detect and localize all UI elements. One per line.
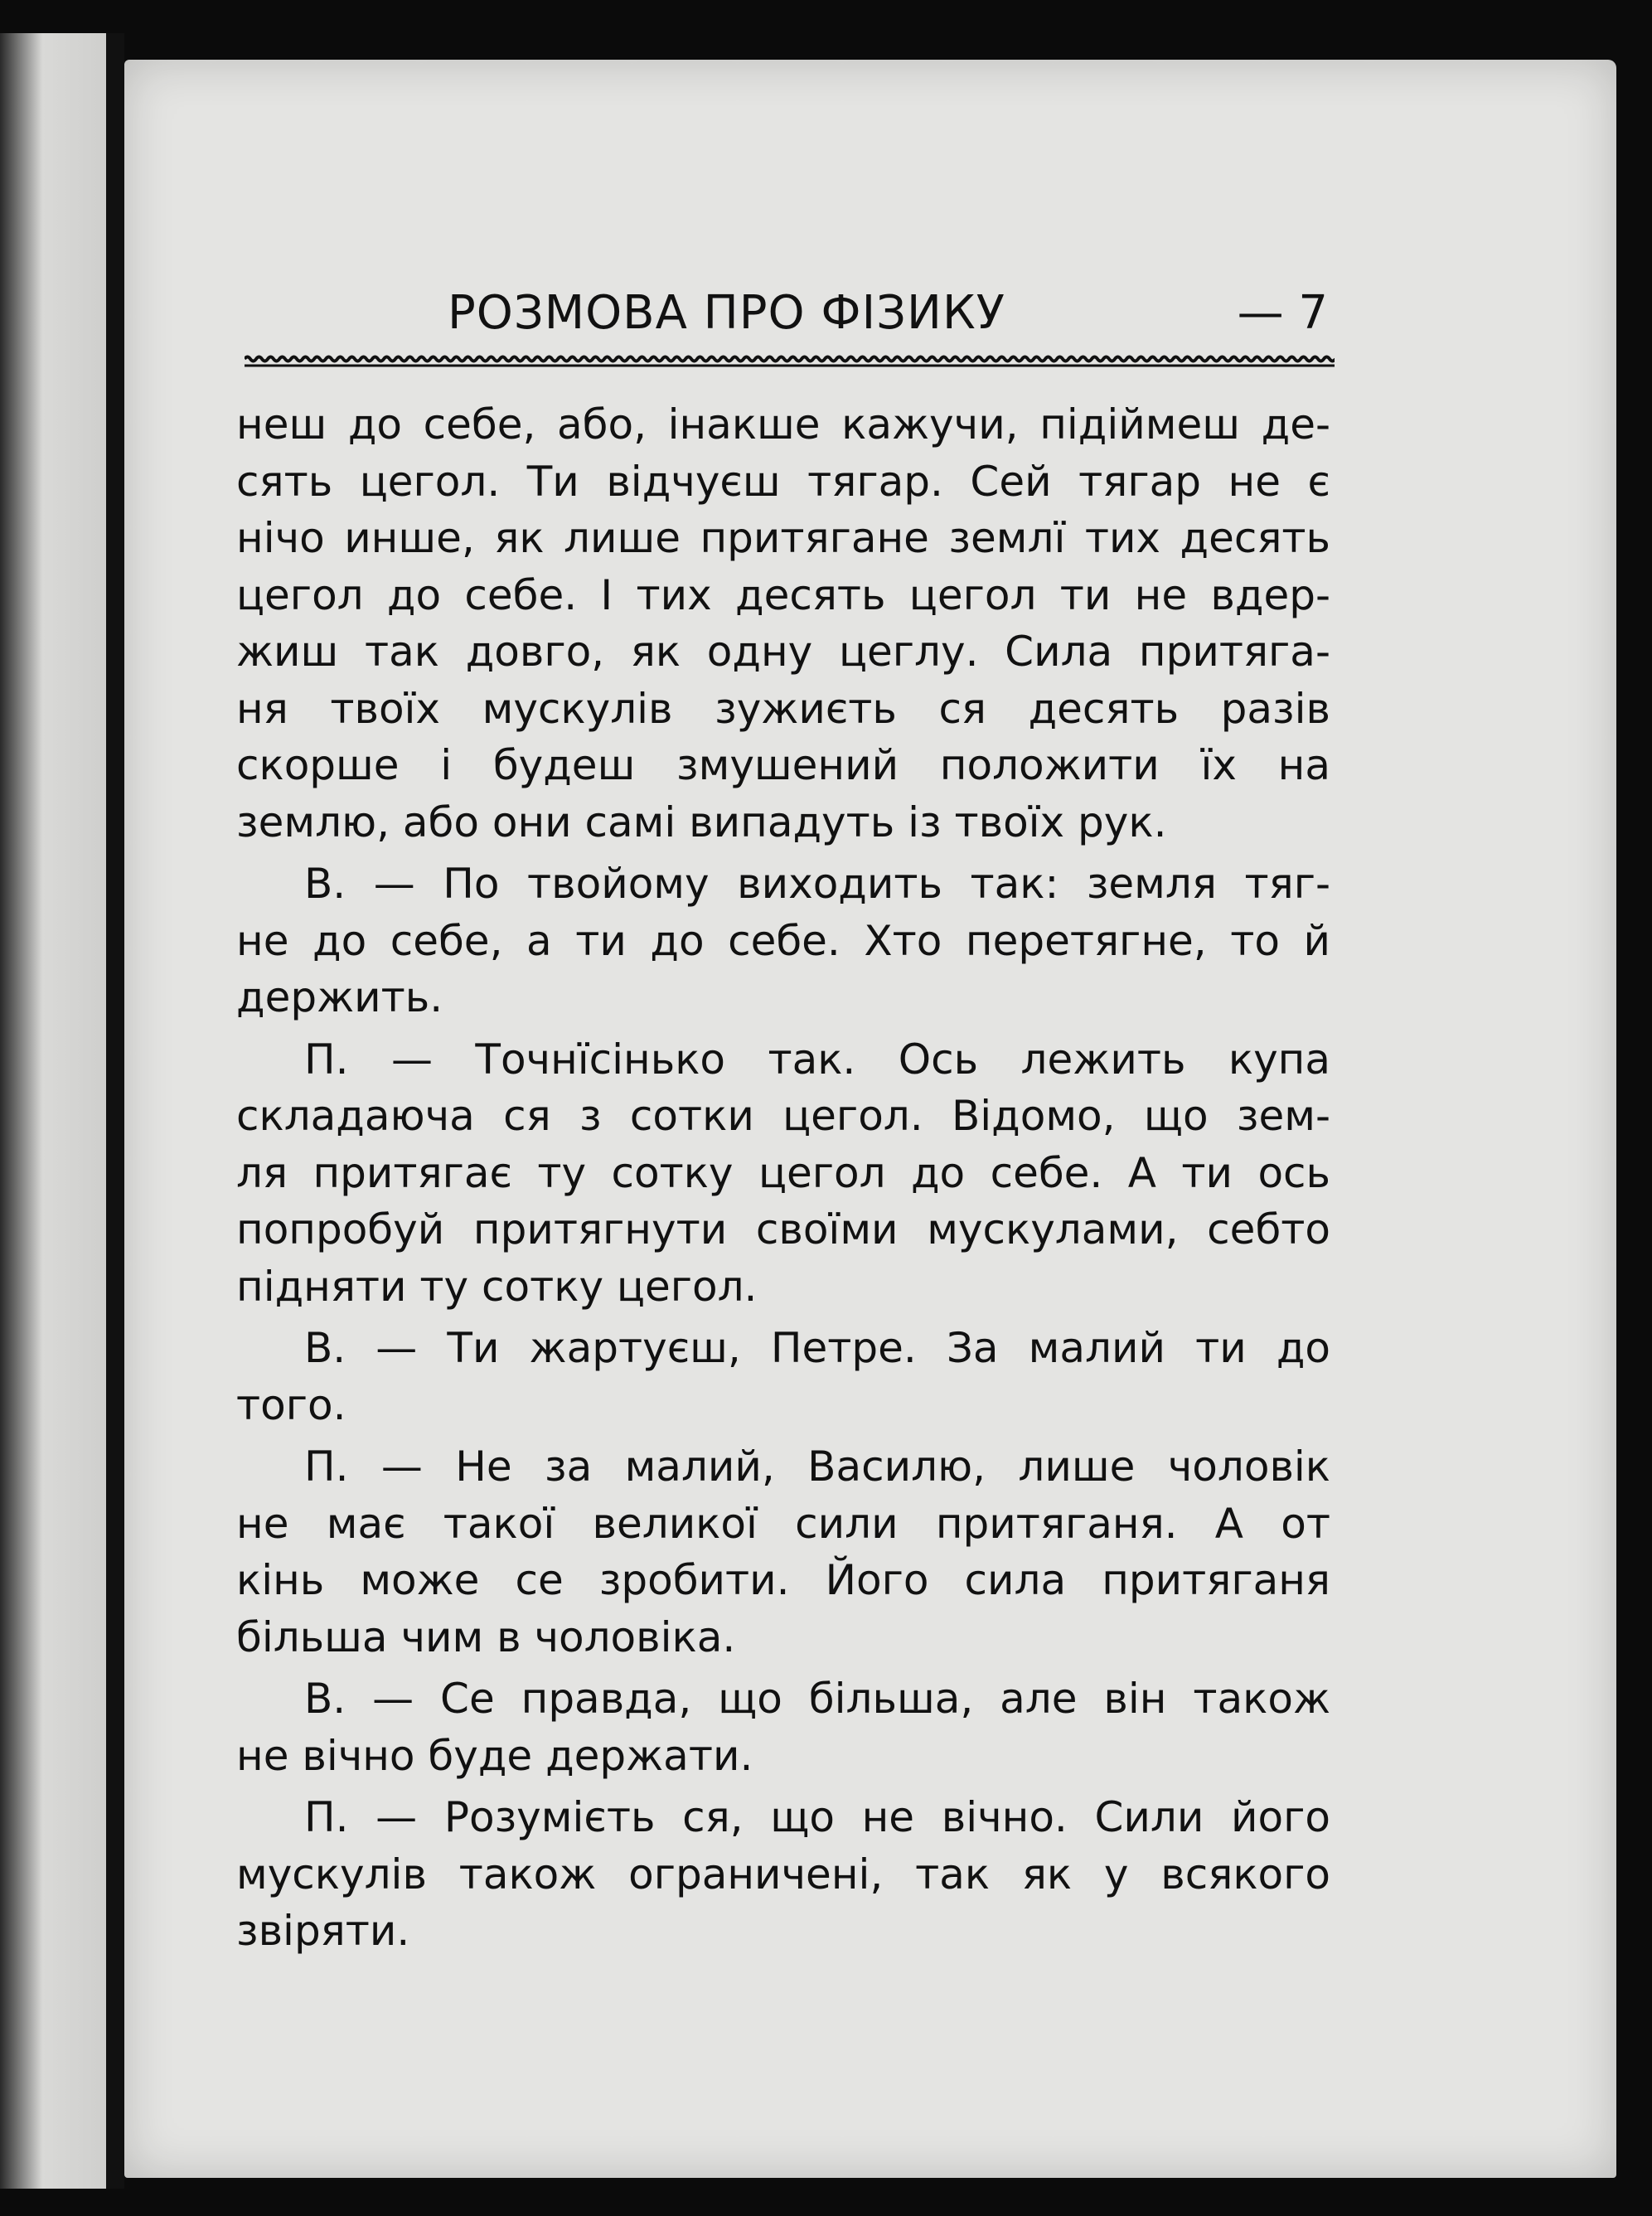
text-line: П. — Не за малий, Василю, лише чоловік xyxy=(304,1443,1330,1491)
decorative-wavy-rule xyxy=(245,352,1335,371)
binding-shadow xyxy=(106,33,124,2189)
text-line: не до себе, а ти до себе. Хто перетягне, то й xyxy=(236,916,1330,965)
text-line: землю, або они самі випадуть із твоїх рук. xyxy=(236,798,1167,846)
text-line: ня твоїх мускулів зужиєть ся десять разів xyxy=(236,684,1330,733)
text-line: більша чим в чоловіка. xyxy=(236,1612,736,1661)
text-line: підняти ту сотку цегол. xyxy=(236,1262,758,1311)
text-line: ля притягає ту сотку цегол до себе. А ти ось xyxy=(236,1148,1330,1197)
text-line: мускулів також ограничені, так як у всякого xyxy=(236,1850,1330,1898)
text-line: складаюча ся з сотки цегол. Відомо, що зем- xyxy=(236,1092,1330,1140)
text-line: цегол до себе. І тих десять цегол ти не вдер- xyxy=(236,570,1330,619)
text-line: держить. xyxy=(236,973,443,1021)
text-line: скорше і будеш змушений положити їх на xyxy=(236,741,1330,789)
page-header xyxy=(245,286,1335,361)
text-line: кінь може се зробити. Його сила притяганя xyxy=(236,1556,1330,1604)
running-title: РОЗМОВА ПРО ФІЗИКУ xyxy=(448,286,1005,340)
text-line: В. — Се правда, що більша, але він також xyxy=(304,1675,1330,1723)
text-line: нічо инше, як лише притягане землї тих десять xyxy=(236,514,1330,562)
text-line: звіряти. xyxy=(236,1907,410,1955)
text-line: В. — Ти жартуєш, Петре. За малий ти до xyxy=(304,1324,1330,1372)
text-line: жиш так довго, як одну цеглу. Сила притяга- xyxy=(236,628,1330,676)
text-line: сять цегол. Ти відчуєш тягар. Сей тягар не є xyxy=(236,457,1330,506)
text-line: попробуй притягнути своїми мускулами, себто xyxy=(236,1205,1330,1253)
text-line: того. xyxy=(236,1380,346,1429)
text-line: В. — По твойому виходить так: земля тяг- xyxy=(304,860,1330,908)
body-text xyxy=(236,396,1330,1960)
text-line: не має такої великої сили притяганя. А от xyxy=(236,1499,1330,1548)
facing-page-edge xyxy=(0,33,106,2189)
text-line: П. — Точнїсінько так. Ось лежить купа xyxy=(304,1035,1330,1084)
text-line: П. — Розумієть ся, що не вічно. Сили його xyxy=(304,1793,1330,1841)
text-line: неш до себе, або, інакше кажучи, підіймеш де- xyxy=(236,400,1330,449)
page-number: — 7 xyxy=(1237,286,1328,340)
text-line: не вічно буде держати. xyxy=(236,1731,753,1780)
